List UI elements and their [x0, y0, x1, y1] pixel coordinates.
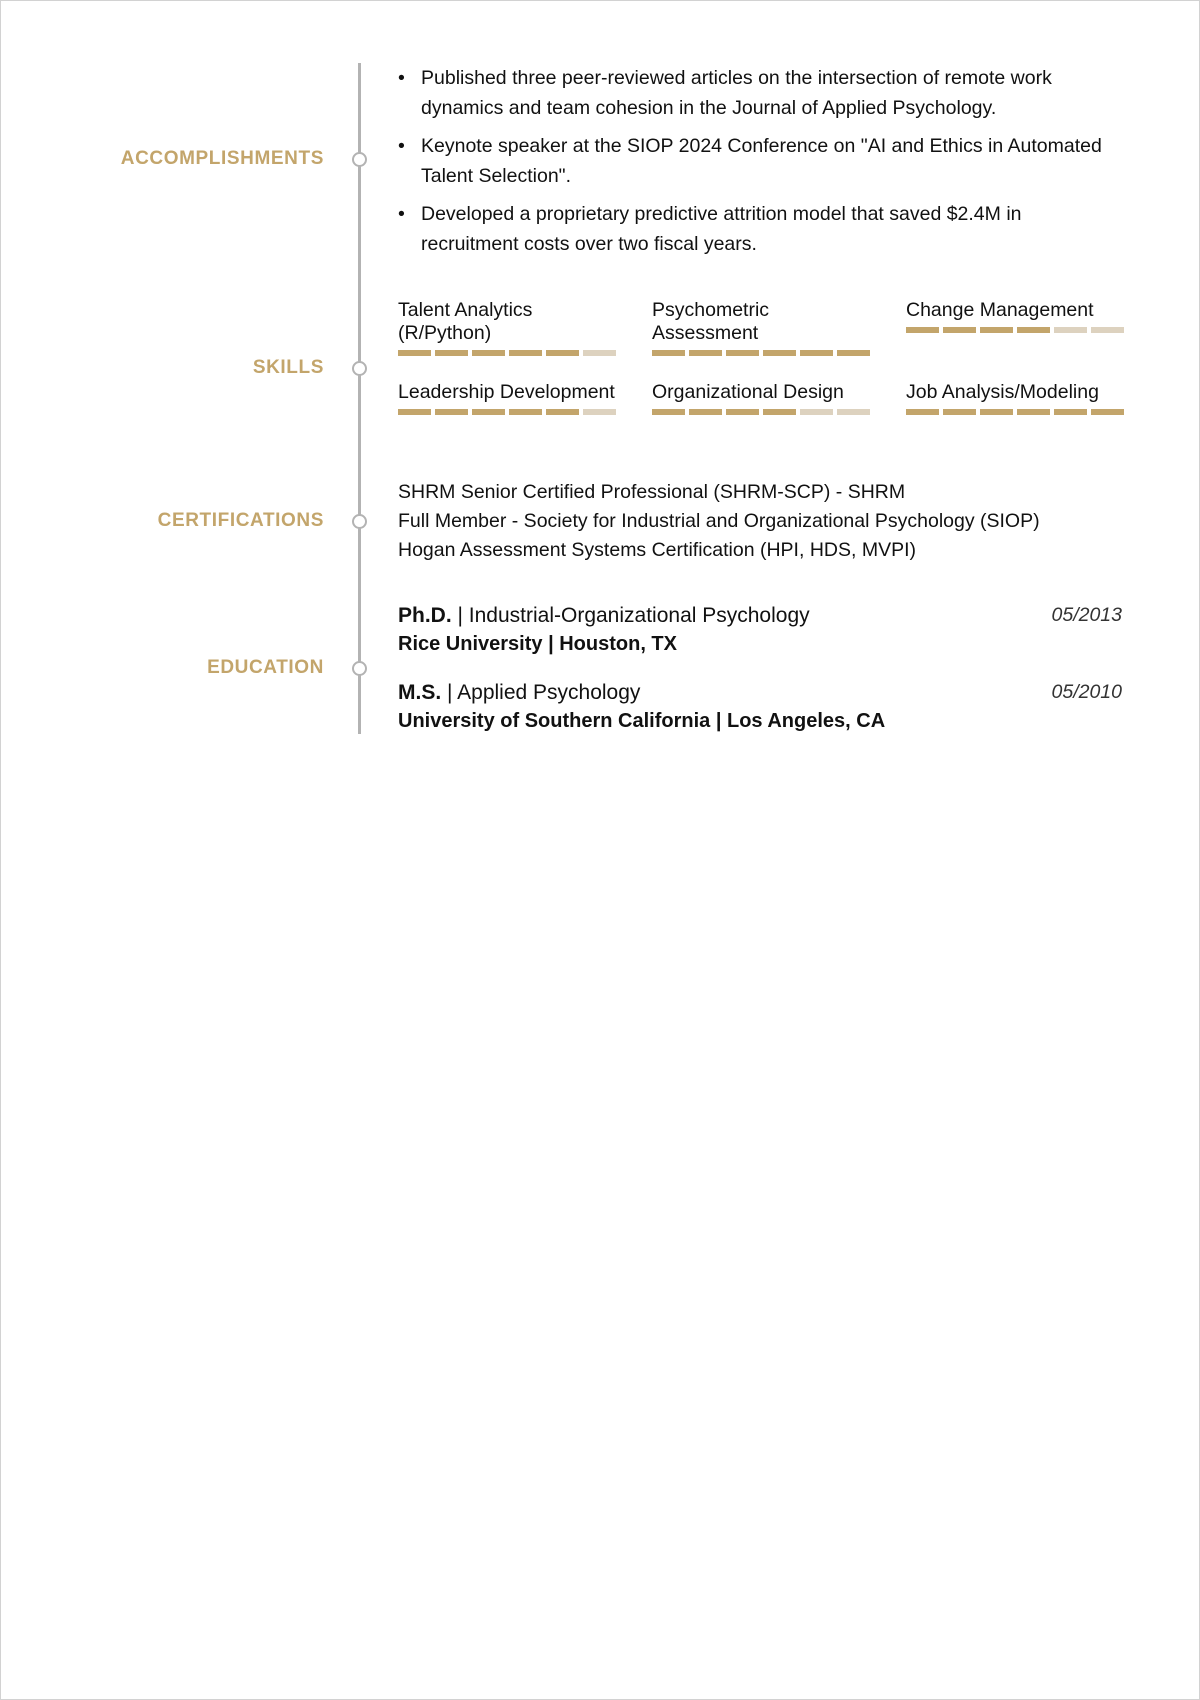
skill-level-segment-empty: [837, 409, 870, 415]
skill-level-segment-empty: [1054, 327, 1087, 333]
skill-level-segment-filled: [763, 409, 796, 415]
skill-level-bar: [398, 409, 616, 415]
education-degree-line: [398, 601, 1122, 630]
school-name: Rice University | Houston, TX: [398, 633, 677, 655]
accomplishment-text: Developed a proprietary predictive attrition model that saved $2.4M in recruitment costs over two fiscal years.: [421, 203, 1022, 255]
accomplishment-item: [398, 131, 1122, 191]
skill-level-segment-filled: [906, 327, 939, 333]
skills-heading: SKILLS: [252, 357, 324, 378]
skill-level-segment-filled: [472, 409, 505, 415]
skill-level-segment-filled: [1054, 409, 1087, 415]
certification-item: Hogan Assessment Systems Certification (HPI, HDS, MVPI): [398, 539, 916, 561]
skill-level-segment-filled: [800, 350, 833, 356]
skill-level-segment-filled: [689, 350, 722, 356]
skill-level-segment-filled: [546, 409, 579, 415]
skill-level-bar: [906, 409, 1124, 415]
accomplishments-marker: [352, 152, 367, 167]
skill-level-segment-empty: [583, 350, 616, 356]
skill-item: [906, 381, 1124, 415]
skill-item: [398, 299, 616, 356]
skill-name: Leadership Development: [398, 381, 615, 403]
skill-level-segment-filled: [1017, 409, 1050, 415]
skill-level-segment-filled: [1017, 327, 1050, 333]
bullet-icon: •: [398, 67, 405, 89]
skills-grid: [398, 299, 1122, 415]
skill-level-segment-filled: [943, 327, 976, 333]
accomplishments-list: [398, 63, 1122, 267]
skill-name: Talent Analytics (R/Python): [398, 299, 533, 344]
skill-item: [652, 381, 870, 415]
skill-name: Psychometric Assessment: [652, 299, 770, 344]
field-of-study: Industrial-Organizational Psychology: [468, 604, 810, 627]
accomplishment-item: [398, 63, 1122, 123]
skill-level-segment-empty: [1091, 327, 1124, 333]
education-list: [398, 601, 1122, 755]
skill-level-segment-empty: [583, 409, 616, 415]
skill-level-bar: [906, 327, 1124, 333]
accomplishments-heading: ACCOMPLISHMENTS: [120, 148, 324, 169]
skill-level-segment-filled: [435, 409, 468, 415]
skill-name: Organizational Design: [652, 381, 844, 403]
certifications-list: [398, 478, 1122, 565]
skill-level-segment-filled: [980, 327, 1013, 333]
skill-level-bar: [652, 409, 870, 415]
certification-item: SHRM Senior Certified Professional (SHRM-SCP) - SHRM: [398, 481, 906, 503]
skill-level-segment-filled: [509, 409, 542, 415]
skill-level-segment-filled: [398, 350, 431, 356]
skill-level-segment-filled: [1091, 409, 1124, 415]
school-name: University of Southern California | Los Angeles, CA: [398, 710, 886, 732]
skills-marker: [352, 361, 367, 376]
skill-level-segment-empty: [800, 409, 833, 415]
graduation-date: 05/2010: [1051, 681, 1122, 703]
certifications-marker: [352, 514, 367, 529]
certifications-heading: CERTIFICATIONS: [157, 510, 324, 531]
education-entry: [398, 678, 1122, 736]
degree: M.S.: [398, 681, 442, 704]
skill-level-segment-filled: [763, 350, 796, 356]
bullet-icon: •: [398, 203, 405, 225]
accomplishment-text: Keynote speaker at the SIOP 2024 Conference on "AI and Ethics in Automated Talent Selection".: [421, 135, 1102, 187]
education-heading: EDUCATION: [207, 657, 324, 678]
accomplishment-text: Published three peer-reviewed articles on the intersection of remote work dynamics and team cohesion in the Journal of Applied Psychology.: [421, 67, 1052, 119]
skill-level-segment-filled: [546, 350, 579, 356]
skill-item: [906, 299, 1124, 356]
skill-name: Job Analysis/Modeling: [906, 381, 1099, 403]
skill-level-bar: [652, 350, 870, 356]
degree: Ph.D.: [398, 604, 452, 627]
skills-grid-wrapper: [398, 299, 1122, 415]
skill-level-bar: [398, 350, 616, 356]
skill-item: [652, 299, 870, 356]
certification-item: Full Member - Society for Industrial and Organizational Psychology (SIOP): [398, 510, 1040, 532]
skill-level-segment-filled: [509, 350, 542, 356]
skill-level-segment-filled: [652, 350, 685, 356]
skill-level-segment-filled: [472, 350, 505, 356]
skill-level-segment-filled: [435, 350, 468, 356]
skill-name: Change Management: [906, 299, 1094, 321]
skill-level-segment-filled: [726, 409, 759, 415]
skill-item: [398, 381, 616, 415]
degree-separator: |: [441, 681, 458, 704]
skill-level-segment-filled: [689, 409, 722, 415]
skill-level-segment-filled: [943, 409, 976, 415]
skill-level-segment-filled: [652, 409, 685, 415]
education-degree-line: [398, 678, 1122, 707]
field-of-study: Applied Psychology: [457, 681, 641, 704]
graduation-date: 05/2013: [1051, 604, 1122, 626]
skill-level-segment-filled: [980, 409, 1013, 415]
education-entry: [398, 601, 1122, 659]
accomplishment-item: [398, 199, 1122, 259]
skill-level-segment-filled: [906, 409, 939, 415]
skill-level-segment-filled: [837, 350, 870, 356]
education-marker: [352, 661, 367, 676]
degree-separator: |: [451, 604, 469, 627]
skill-level-segment-filled: [726, 350, 759, 356]
skill-level-segment-filled: [398, 409, 431, 415]
bullet-icon: •: [398, 135, 405, 157]
